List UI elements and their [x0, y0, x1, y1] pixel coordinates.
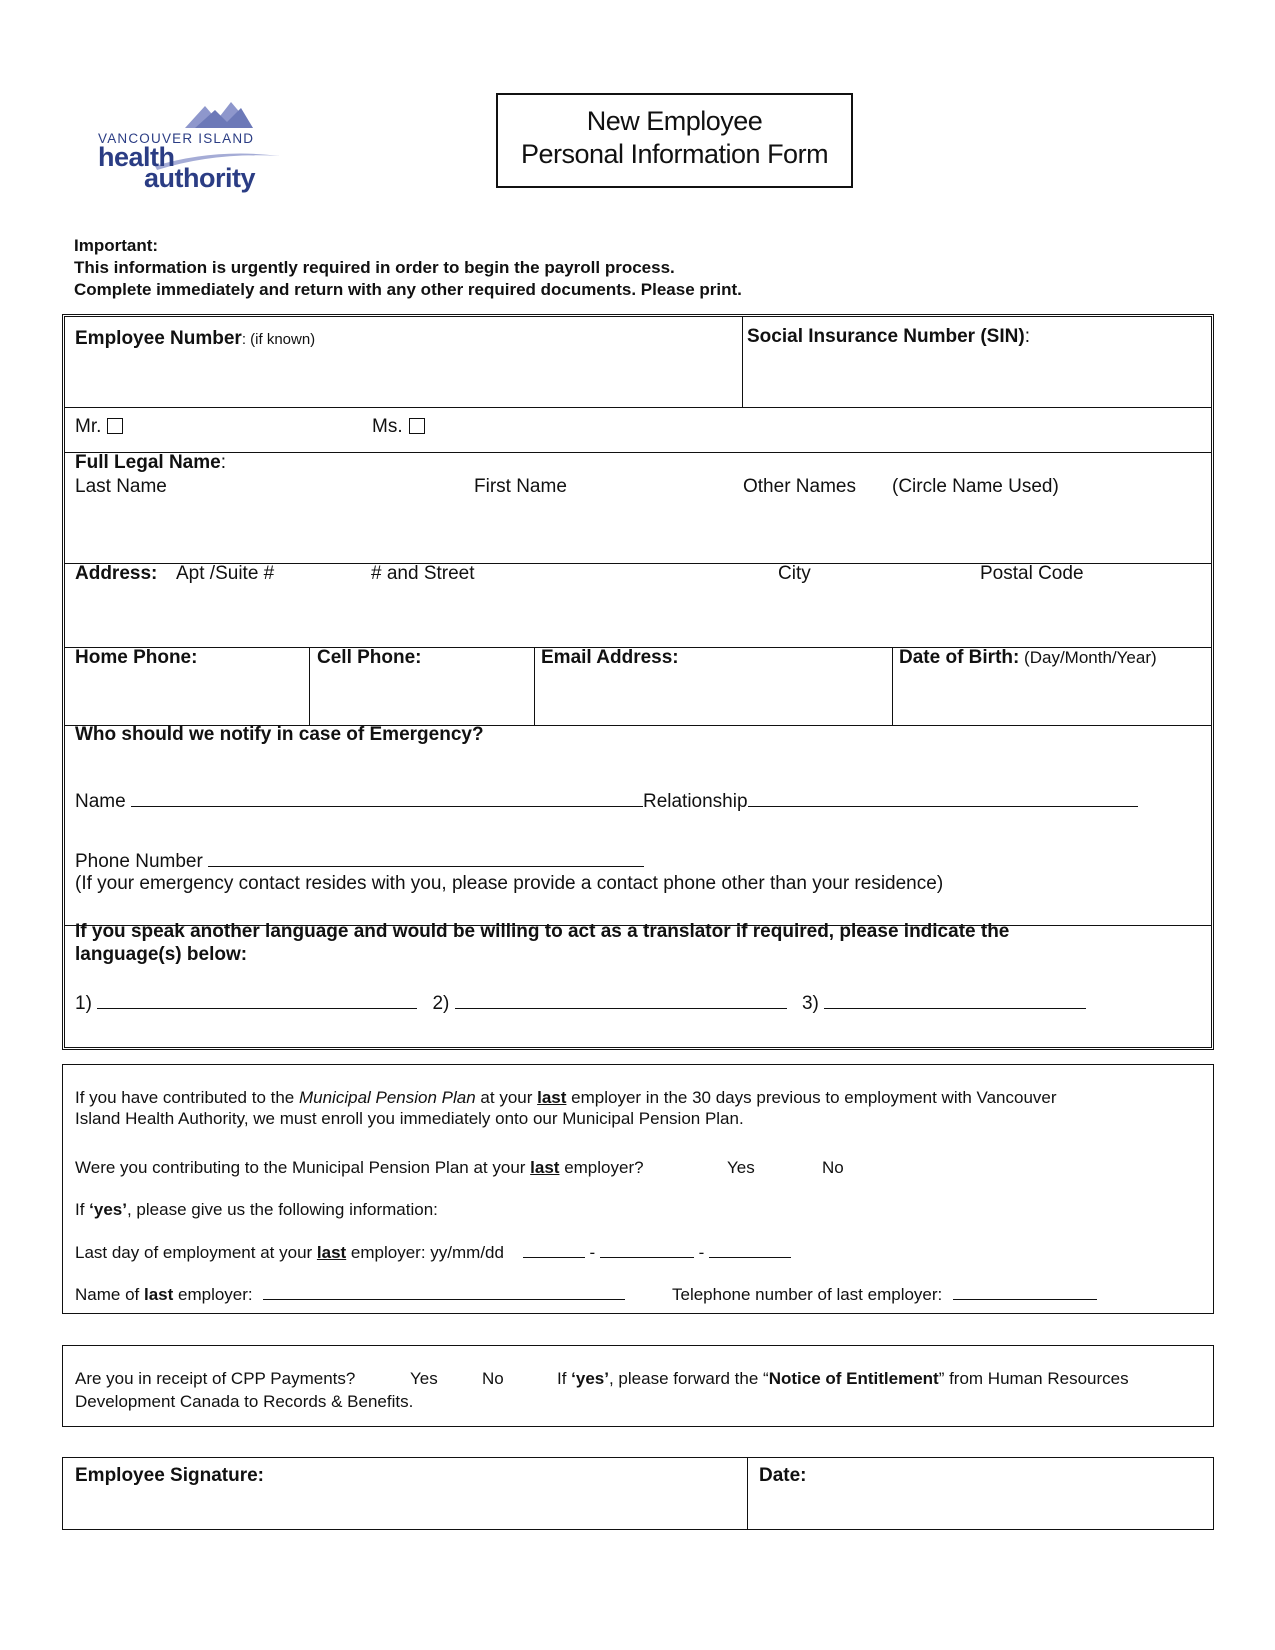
emergency-name-label: Name — [75, 791, 126, 812]
language-1-label: 1) — [75, 993, 92, 1014]
cpp-instruction — [557, 1369, 1129, 1389]
pension-question-b: employer? — [559, 1158, 644, 1177]
pension-question — [75, 1158, 644, 1178]
emergency-heading: Who should we notify in case of Emergency? — [75, 724, 484, 745]
emergency-name-row — [75, 790, 1138, 813]
language-2-label: 2) — [432, 993, 450, 1014]
last-day-yy-field[interactable] — [523, 1241, 585, 1258]
city-label: City — [778, 563, 811, 584]
sin-label — [747, 326, 1030, 348]
sin-field[interactable] — [742, 354, 1202, 404]
language-row — [75, 992, 1086, 1015]
mr-checkbox[interactable] — [107, 418, 123, 434]
last-employer-tel-label: Telephone number of last employer: — [672, 1285, 943, 1304]
last-day-dd-field[interactable] — [709, 1241, 791, 1258]
language-3-field[interactable] — [824, 992, 1086, 1009]
language-heading — [75, 920, 1009, 966]
last-day-dash-2: - — [698, 1243, 705, 1262]
emergency-relationship-field[interactable] — [748, 790, 1138, 807]
form-title-line1: New Employee — [586, 106, 763, 136]
logo-line1: VANCOUVER ISLAND — [98, 131, 255, 146]
postal-code-label: Postal Code — [980, 563, 1084, 584]
ms-label: Ms. — [372, 416, 403, 437]
ms-option[interactable] — [372, 416, 425, 438]
cpp-yes-option[interactable]: Yes — [410, 1369, 438, 1388]
last-day-a: Last day of employment at your — [75, 1243, 317, 1262]
signature-divider — [747, 1457, 748, 1530]
apt-suite-label: Apt /Suite # — [176, 563, 275, 584]
dob-label — [899, 647, 1157, 669]
pension-question-last: last — [530, 1158, 560, 1177]
cpp-if-a: If — [557, 1369, 572, 1388]
other-names-label: Other Names — [743, 476, 856, 497]
pension-no-option[interactable]: No — [822, 1158, 844, 1177]
street-label: # and Street — [371, 563, 475, 584]
logo-line2: health — [98, 142, 175, 172]
language-heading-line1: If you speak another language and would be willing to act as a translator if required, please indicate the — [75, 921, 1010, 942]
last-employer-b: employer: — [173, 1285, 253, 1304]
circle-name-used-label: (Circle Name Used) — [892, 476, 1059, 497]
pension-intro-c: employer in the 30 days previous to employment with Vancouver — [566, 1088, 1057, 1107]
mr-option[interactable] — [75, 416, 123, 438]
logo-line3: authority — [144, 163, 256, 193]
pension-if-b: , please give us the following information: — [126, 1200, 438, 1219]
last-employer-last: last — [143, 1285, 174, 1304]
cpp-if-b: , please forward the “ — [608, 1369, 769, 1388]
pension-last-day-row — [75, 1241, 791, 1263]
employee-number-text: Employee Number — [75, 328, 242, 349]
emergency-relationship-label: Relationship — [642, 791, 748, 812]
signature-date-field[interactable] — [752, 1490, 1208, 1526]
notice-line1: This information is urgently required in order to begin the payroll process. — [74, 258, 675, 277]
last-day-b: employer: yy/mm/dd — [346, 1243, 504, 1262]
first-name-label: First Name — [474, 476, 567, 497]
pension-question-a: Were you contributing to the Municipal Pension Plan at your — [75, 1158, 531, 1177]
cpp-no-option[interactable]: No — [482, 1369, 504, 1388]
language-1-field[interactable] — [97, 992, 417, 1009]
cpp-question: Are you in receipt of CPP Payments? — [75, 1369, 356, 1388]
last-employer-name-field[interactable] — [263, 1283, 625, 1300]
emergency-note: (If your emergency contact resides with you, please provide a contact phone other than your residence) — [75, 873, 944, 894]
pension-intro-b: at your — [475, 1088, 538, 1107]
cpp-if-yes: ‘yes’ — [571, 1369, 609, 1388]
signature-date-label: Date: — [759, 1465, 807, 1486]
pension-plan-name: Municipal Pension Plan — [298, 1088, 476, 1107]
email-label: Email Address: — [541, 647, 679, 668]
cpp-notice-of-entitlement: Notice of Entitlement — [768, 1369, 939, 1388]
home-phone-label: Home Phone: — [75, 647, 198, 668]
dob-format: (Day/Month/Year) — [1019, 648, 1157, 667]
dob-text: Date of Birth: — [899, 647, 1020, 668]
ms-checkbox[interactable] — [409, 418, 425, 434]
pension-if-yes-word: ‘yes’ — [89, 1200, 127, 1219]
last-day-dash-1: - — [589, 1243, 596, 1262]
notice-line2: Complete immediately and return with any other required documents. Please print. — [74, 280, 742, 299]
cpp-if-c: ” from Human Resources — [938, 1369, 1129, 1388]
full-legal-name-text: Full Legal Name — [75, 452, 221, 473]
pension-yes-option[interactable]: Yes — [727, 1158, 755, 1177]
mr-label: Mr. — [75, 416, 102, 437]
address-label: Address: — [75, 563, 158, 584]
last-employer-tel-field[interactable] — [953, 1283, 1097, 1300]
pension-if-yes — [75, 1200, 438, 1220]
last-day-mm-field[interactable] — [600, 1241, 694, 1258]
emergency-name-field[interactable] — [131, 790, 643, 807]
pension-intro-line2: Island Health Authority, we must enroll you immediately onto our Municipal Pension Plan. — [75, 1109, 744, 1128]
pension-intro — [75, 1088, 1200, 1108]
last-day-last: last — [316, 1243, 347, 1262]
last-employer-tel-row — [672, 1283, 1097, 1305]
emergency-phone-row — [75, 850, 644, 873]
sin-colon: : — [1024, 326, 1030, 347]
notice-heading: Important: — [74, 236, 159, 255]
pension-if-a: If — [75, 1200, 90, 1219]
form-title-box — [496, 93, 853, 188]
full-legal-name-label — [75, 452, 226, 474]
pension-intro-a: If you have contributed to the — [75, 1088, 299, 1107]
last-name-label: Last Name — [75, 476, 167, 497]
language-3-label: 3) — [801, 993, 819, 1014]
employee-signature-field[interactable] — [66, 1490, 742, 1526]
last-employer-a: Name of — [75, 1285, 144, 1304]
last-employer-row — [75, 1283, 625, 1305]
full-legal-name-colon: : — [220, 452, 226, 473]
logo — [95, 96, 285, 196]
emergency-phone-label: Phone Number — [75, 851, 203, 872]
language-2-field[interactable] — [455, 992, 787, 1009]
pension-intro-last: last — [537, 1088, 567, 1107]
sin-text: Social Insurance Number (SIN) — [747, 326, 1025, 347]
emergency-phone-field[interactable] — [208, 850, 644, 867]
language-heading-line2: language(s) below: — [75, 944, 248, 965]
cpp-line2: Development Canada to Records & Benefits. — [75, 1392, 414, 1411]
cell-phone-label: Cell Phone: — [317, 647, 422, 668]
notice — [74, 235, 742, 301]
employee-number-field[interactable] — [66, 356, 736, 404]
employee-number-hint: : (if known) — [241, 331, 316, 348]
employee-signature-label: Employee Signature: — [75, 1465, 264, 1486]
form-title-line2: Personal Information Form — [520, 139, 829, 169]
employee-number-label — [75, 328, 315, 350]
